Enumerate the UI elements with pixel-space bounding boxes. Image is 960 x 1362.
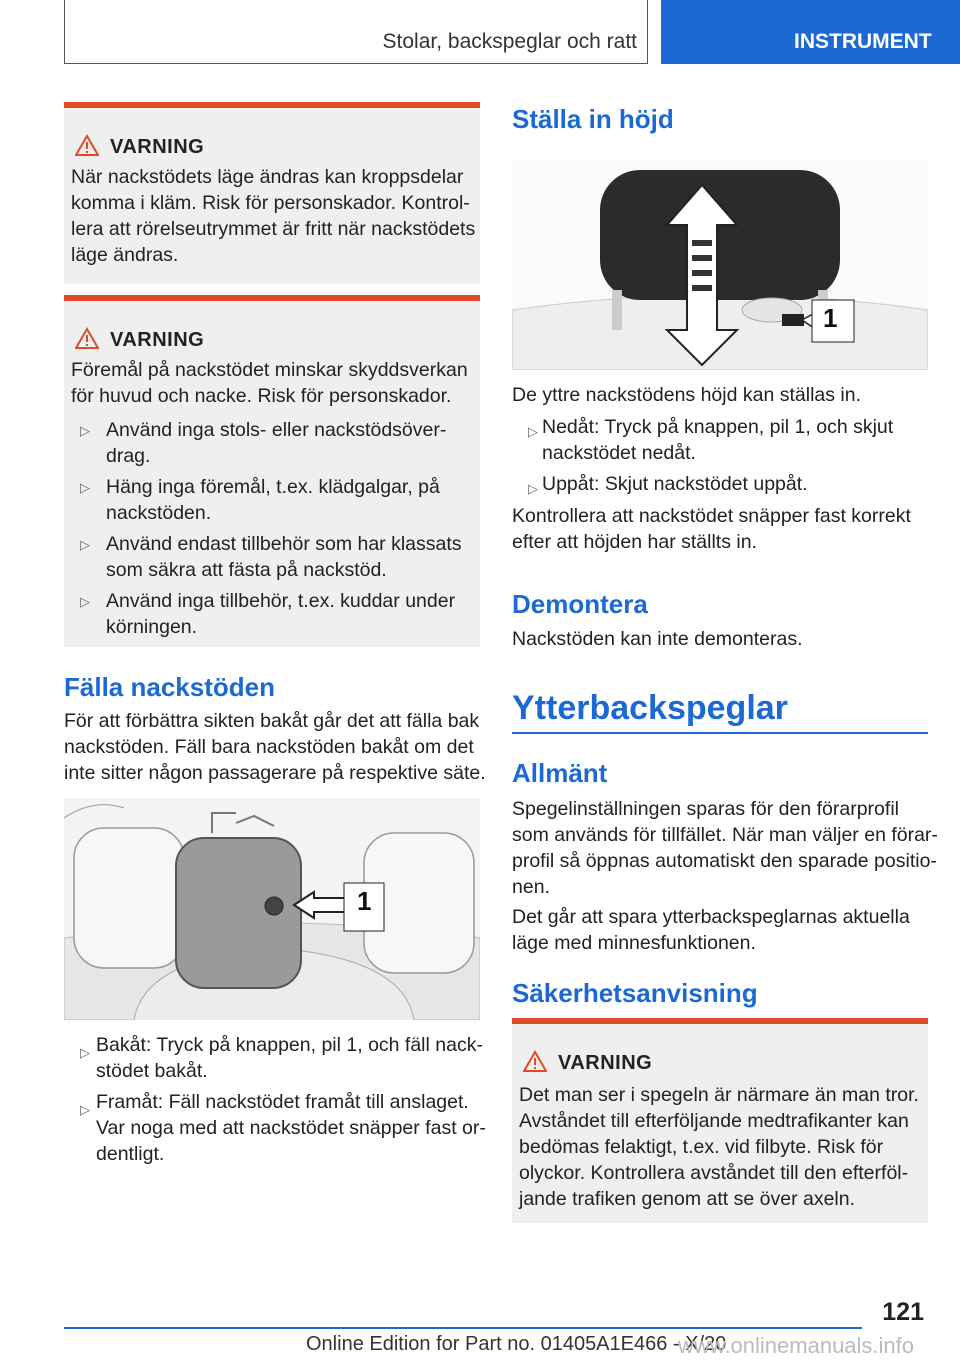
bullet-triangle-icon: ▷ — [80, 423, 90, 438]
bullet-triangle-icon: ▷ — [80, 1045, 90, 1060]
paragraph-line: Kontrollera att nackstödet snäpper fast korrekt — [512, 505, 911, 527]
section-heading-height: Ställa in höjd — [512, 104, 674, 134]
heading-underline — [512, 732, 928, 734]
section-heading-fold: Fälla nackstöden — [64, 672, 275, 702]
paragraph-line: De yttre nackstödens höjd kan ställas in. — [512, 384, 862, 406]
paragraph-line: inte sitter någon passagerare på respektive säte. — [64, 762, 486, 784]
warning-text-line: När nackstödets läge ändras kan kroppsdelar — [71, 166, 464, 188]
paragraph-line: nen. — [512, 876, 550, 898]
header-chapter-tab: INSTRUMENT — [661, 0, 960, 64]
paragraph-line: profil så öppnas automatiskt den sparade positio- — [512, 850, 937, 872]
warning-text-line: olyckor. Kontrollera avståndet till den efterföl- — [519, 1162, 909, 1184]
list-item-line: Bakåt: Tryck på knappen, pil 1, och fäll nack- — [96, 1034, 483, 1056]
warning-triangle-icon — [523, 1050, 547, 1072]
list-item-line: Använd endast tillbehör som har klassats — [106, 533, 462, 555]
paragraph-line: Nackstöden kan inte demonteras. — [512, 628, 803, 650]
warning-text-line: Avståndet till efterföljande medtrafikanter kan — [519, 1110, 909, 1132]
warning-box-2 — [64, 295, 480, 647]
list-item-line: Framåt: Fäll nackstödet framåt till anslaget. — [96, 1091, 469, 1113]
paragraph-line: För att förbättra sikten bakåt går det att fälla bak — [64, 710, 480, 732]
warning-text-line: för huvud och nacke. Risk för personskador. — [71, 385, 452, 407]
bullet-triangle-icon: ▷ — [80, 594, 90, 609]
paragraph-line: Det går att spara ytterbackspeglarnas aktuella — [512, 906, 910, 928]
callout-number-1: 1 — [357, 886, 372, 916]
bullet-triangle-icon: ▷ — [80, 480, 90, 495]
paragraph-line: läge med minnesfunktionen. — [512, 932, 756, 954]
section-heading-general: Allmänt — [512, 758, 608, 788]
warning-text-line: Föremål på nackstödet minskar skyddsverkan — [71, 359, 468, 381]
rear-seat-headrest-illustration — [64, 798, 480, 1020]
warning-text-line: läge ändras. — [71, 244, 179, 266]
warning-text-line: lera att rörelseutrymmet är fritt när nackstödets — [71, 218, 476, 240]
warning-title: VARNING — [110, 136, 205, 158]
list-item-line: dentligt. — [96, 1143, 165, 1165]
headrest-height-illustration — [512, 160, 928, 370]
warning-title: VARNING — [110, 329, 205, 351]
bullet-triangle-icon: ▷ — [80, 1102, 90, 1117]
header-section-title: Stolar, backspeglar och ratt — [382, 30, 637, 53]
warning-box-3 — [512, 1018, 928, 1223]
paragraph-line: som används för tillfället. När man väljer en förar- — [512, 824, 938, 846]
warning-title: VARNING — [558, 1052, 653, 1074]
warning-text-line: komma i kläm. Risk för personskador. Kontrol- — [71, 192, 470, 214]
watermark: www.onlinemanuals.info — [678, 1333, 915, 1358]
list-item-line: Nedåt: Tryck på knappen, pil 1, och skjut — [542, 416, 894, 438]
list-item-line: Använd inga tillbehör, t.ex. kuddar under — [106, 590, 456, 612]
footer-rule — [64, 1327, 862, 1329]
list-item-line: Använd inga stols- eller nackstödsöver- — [106, 419, 447, 441]
bullet-triangle-icon: ▷ — [528, 424, 538, 439]
warning-text-line: bedömas felaktigt, t.ex. vid filbyte. Risk för — [519, 1136, 884, 1158]
warning-triangle-icon — [75, 134, 99, 156]
paragraph-line: efter att höjden har ställts in. — [512, 531, 757, 553]
bullet-triangle-icon: ▷ — [80, 537, 90, 552]
footer-edition: Online Edition for Part no. 01405A1E466 - X/20 — [306, 1333, 727, 1355]
list-item-line: Uppåt: Skjut nackstödet uppåt. — [542, 473, 808, 495]
list-item-line: stödet bakåt. — [96, 1060, 208, 1082]
warning-text-line: Det man ser i spegeln är närmare än man tror. — [519, 1084, 919, 1106]
page-number: 121 — [882, 1298, 924, 1326]
list-item-line: som säkra att fästa på nackstöd. — [106, 559, 387, 581]
section-heading-mirrors: Ytterbackspeglar — [512, 689, 788, 727]
warning-triangle-icon — [75, 327, 99, 349]
warning-text-line: jande trafiken genom att se över axeln. — [519, 1188, 856, 1210]
list-item-line: Häng inga föremål, t.ex. klädgalgar, på — [106, 476, 440, 498]
bullet-triangle-icon: ▷ — [528, 481, 538, 496]
warning-box-1 — [64, 102, 480, 284]
list-item-line: nackstödet nedåt. — [542, 442, 696, 464]
section-heading-safety: Säkerhetsanvisning — [512, 978, 758, 1008]
paragraph-line: Spegelinställningen sparas för den förarprofil — [512, 798, 899, 820]
list-item-line: nackstöden. — [106, 502, 212, 524]
list-item-line: drag. — [106, 445, 151, 467]
list-item-line: Var noga med att nackstödet snäpper fast or- — [96, 1117, 486, 1139]
callout-number-1: 1 — [823, 303, 838, 333]
paragraph-line: nackstöden. Fäll bara nackstöden bakåt om det — [64, 736, 474, 758]
list-item-line: körningen. — [106, 616, 198, 638]
header-section-box — [64, 0, 648, 64]
section-heading-remove: Demontera — [512, 589, 648, 619]
